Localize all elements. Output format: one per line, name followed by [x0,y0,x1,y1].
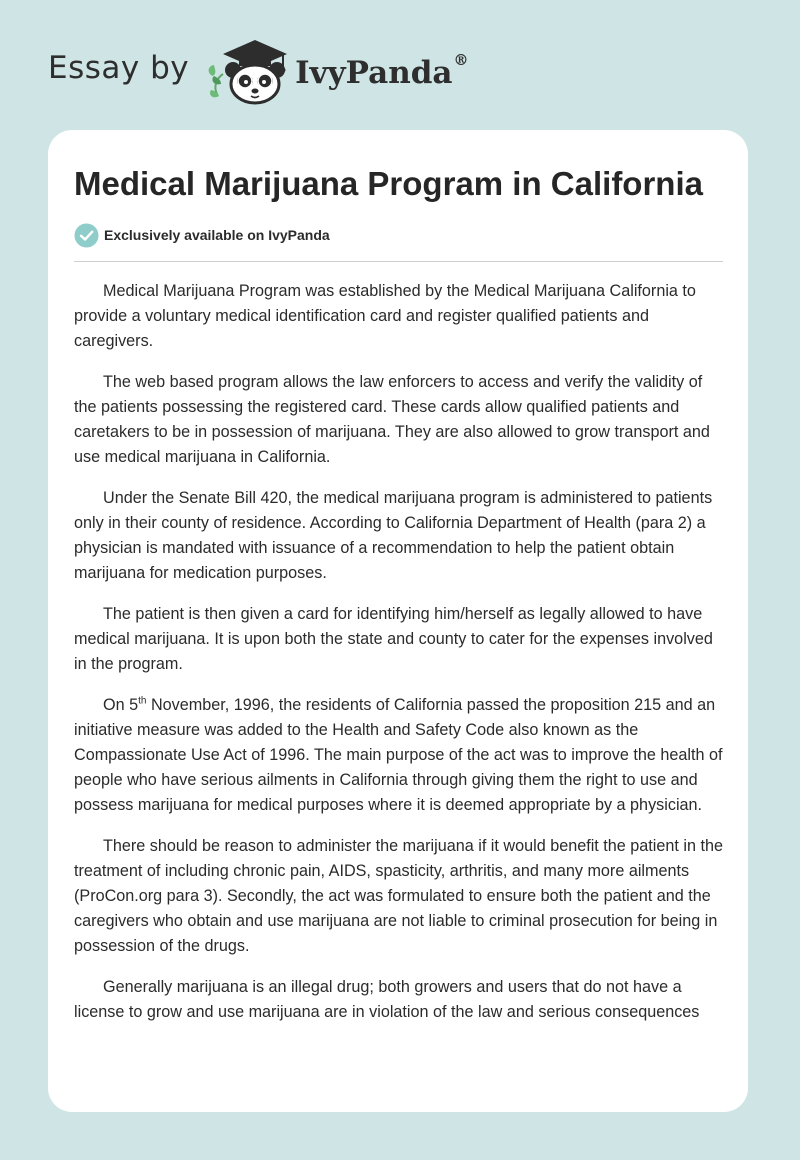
paragraph: Generally marijuana is an illegal drug; both growers and users that do not have a license to grow and use marijuana are in violation of the law and serious consequences [74,978,700,1021]
paragraph: Medical Marijuana Program was established by the Medical Marijuana California to provide a voluntary medical identification card and register qualified patients and caregivers. [74,282,696,350]
paragraph-text: November, 1996, the residents of California passed the proposition 215 and an initiative measure was added to the Health and Safety Code also known as the Compassionate Use Act of 1996. The main purpose of the act was to improve the health of people who have serious ailments in California through giving them the right to use and possess marijuana for medical purposes where it is deemed appropriate by a physician. [74,696,723,814]
exclusive-badge-label: Exclusively available on IvyPanda [104,227,330,243]
brand-name[interactable] [295,51,469,91]
exclusive-badge [74,222,330,248]
paragraph: There should be reason to administer the marijuana if it would benefit the patient in the treatment of including chronic pain, AIDS, spasticity, arthritis, and many more ailments (ProCon.org para 3). Secondly, the act was formulated to ensure both the patient and the caregivers who obtain and use marijuana are not liable to criminal prosecution for being in possession of the drugs. [74,837,723,955]
paragraph-text: On 5 [103,696,139,714]
article-card [48,130,748,1112]
panda-graduate-logo-icon[interactable] [203,34,299,106]
paragraph: The web based program allows the law enforcers to access and verify the validity of the patients possessing the registered card. These cards allow qualified patients and caretakers to be in possession of marijuana. They are also allowed to grow transport and use medical marijuana in California. [74,373,710,466]
ordinal-suffix: th [138,695,147,707]
check-circle-icon [74,223,99,248]
page-title: Medical Marijuana Program in California [74,165,703,202]
site-header [48,34,469,106]
brand-name-text: IvyPanda [295,55,453,91]
divider [74,261,723,262]
essay-by-label: Essay by [48,50,190,86]
paragraph: The patient is then given a card for identifying him/herself as legally allowed to have medical marijuana. It is upon both the state and county to cater for the expenses involved in the program. [74,605,713,673]
registered-mark: ® [453,51,469,69]
article-body [74,279,724,1041]
paragraph [74,693,724,818]
paragraph: Under the Senate Bill 420, the medical marijuana program is administered to patients only in their county of residence. According to California Department of Health (para 2) a physician is mandated with issuance of a recommendation to help the patient obtain marijuana for medication purposes. [74,489,713,582]
